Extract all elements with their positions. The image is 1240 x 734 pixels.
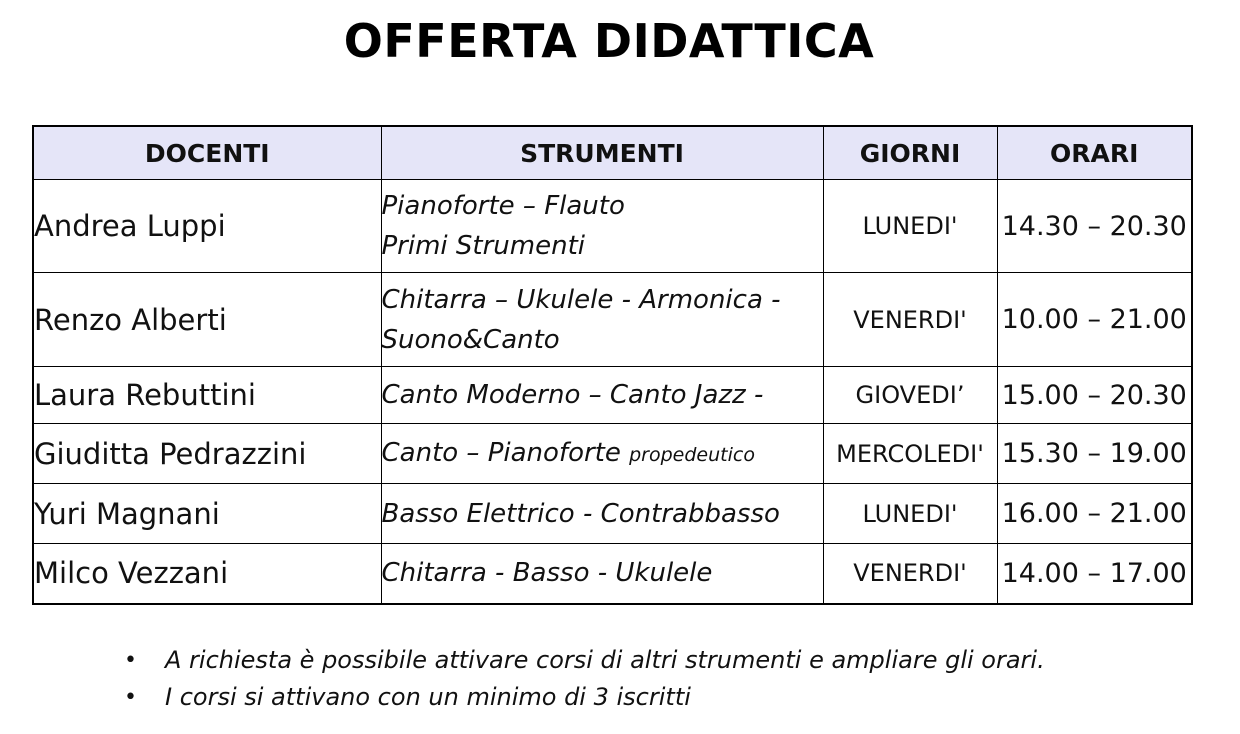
header-giorni: GIORNI — [823, 126, 997, 180]
hours-cell: 15.30 – 19.00 — [997, 424, 1192, 484]
instruments-line: Chitarra - Basso - Ukulele — [381, 558, 713, 589]
table-row — [33, 484, 1192, 544]
instruments-line: Chitarra – Ukulele - Armonica - — [381, 284, 781, 315]
day-cell: LUNEDI' — [823, 180, 997, 273]
hours-cell: 15.00 – 20.30 — [997, 367, 1192, 424]
bullet-icon: • — [124, 685, 137, 710]
table-row — [33, 424, 1192, 484]
instruments-line: Primi Strumenti — [381, 231, 585, 261]
instruments-cell — [381, 484, 823, 544]
teacher-cell: Renzo Alberti — [33, 273, 381, 367]
header-docenti: DOCENTI — [33, 126, 381, 180]
instruments-line: Canto – Pianoforte — [381, 437, 621, 468]
teacher-cell: Milco Vezzani — [33, 544, 381, 604]
day-cell: LUNEDI' — [823, 484, 997, 544]
header-strumenti: STRUMENTI — [381, 126, 823, 180]
table-row — [33, 544, 1192, 604]
instruments-cell — [381, 544, 823, 604]
teacher-cell: Andrea Luppi — [33, 180, 381, 273]
bullet-icon: • — [124, 648, 137, 673]
instruments-cell — [381, 273, 823, 367]
teacher-cell: Giuditta Pedrazzini — [33, 424, 381, 484]
table-row — [33, 273, 1192, 367]
hours-cell: 10.00 – 21.00 — [997, 273, 1192, 367]
instruments-note: propedeutico — [629, 443, 755, 466]
table-row — [33, 367, 1192, 424]
day-cell: VENERDI' — [823, 544, 997, 604]
day-cell: GIOVEDI’ — [823, 367, 997, 424]
teacher-cell: Yuri Magnani — [33, 484, 381, 544]
instruments-line: Basso Elettrico - Contrabbasso — [381, 498, 780, 529]
instruments-line: Pianoforte – Flauto — [381, 191, 625, 221]
schedule-table — [32, 125, 1193, 605]
teacher-cell: Laura Rebuttini — [33, 367, 381, 424]
instruments-line: Suono&Canto — [381, 324, 560, 355]
instruments-cell — [381, 180, 823, 273]
hours-cell: 16.00 – 21.00 — [997, 484, 1192, 544]
instruments-cell — [381, 424, 823, 484]
note-text: I corsi si attivano con un minimo di 3 iscritti — [165, 683, 691, 711]
table-row — [33, 180, 1192, 273]
note-item — [120, 679, 1045, 716]
instruments-line: Canto Moderno – Canto Jazz - — [381, 380, 764, 410]
notes-list — [120, 642, 1045, 716]
page-title: OFFERTA DIDATTICA — [343, 14, 875, 68]
note-item — [120, 642, 1045, 679]
note-text: A richiesta è possibile attivare corsi di altri strumenti e ampliare gli orari. — [165, 646, 1045, 674]
day-cell: VENERDI' — [823, 273, 997, 367]
hours-cell: 14.30 – 20.30 — [997, 180, 1192, 273]
hours-cell: 14.00 – 17.00 — [997, 544, 1192, 604]
header-orari: ORARI — [997, 126, 1192, 180]
table-header-row — [33, 126, 1192, 180]
day-cell: MERCOLEDI' — [823, 424, 997, 484]
instruments-cell — [381, 367, 823, 424]
